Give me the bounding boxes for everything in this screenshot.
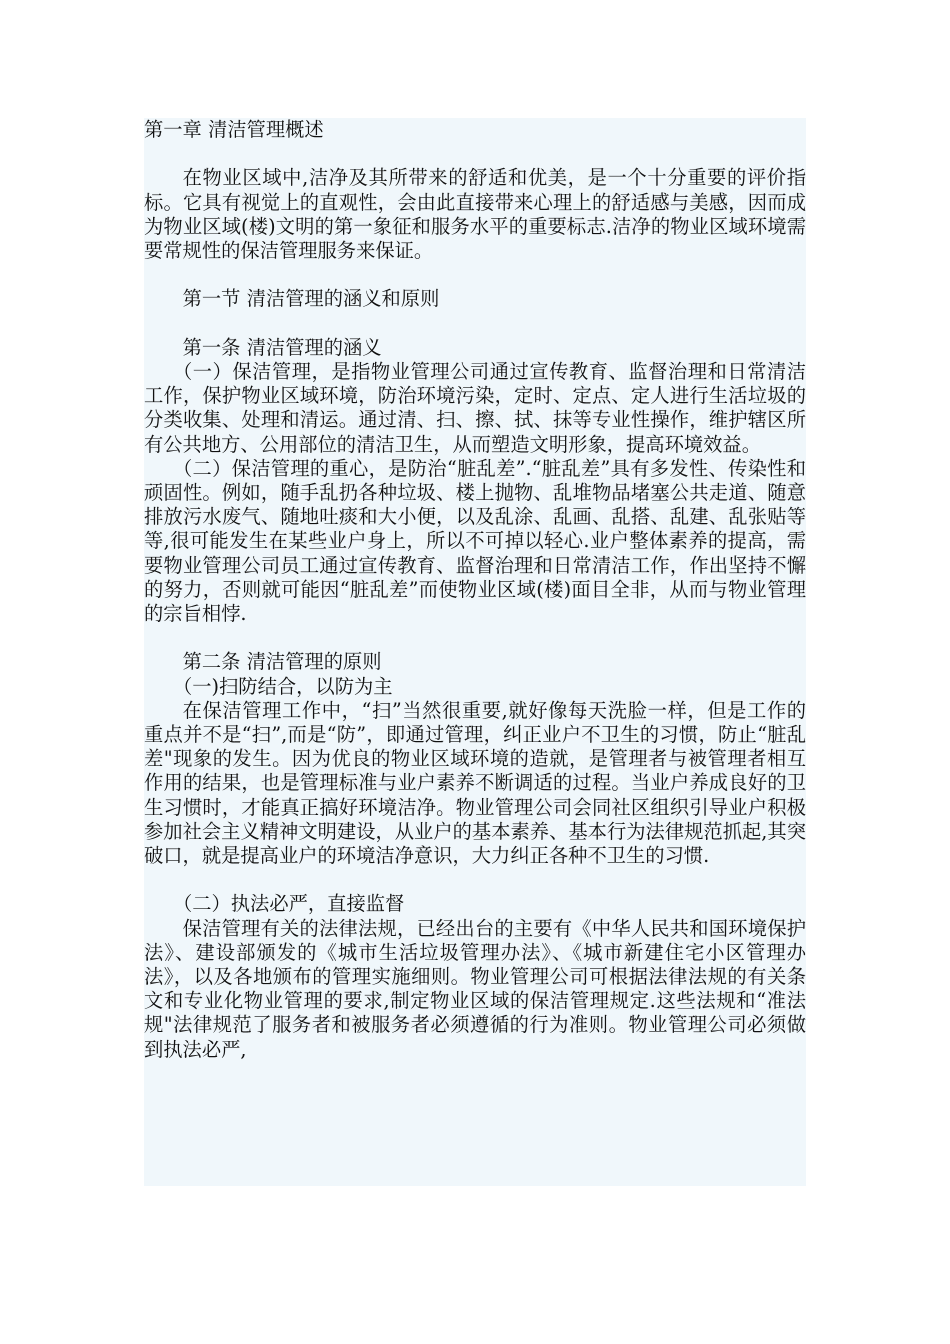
article1-paragraph-2: （二）保洁管理的重心，是防治“脏乱差”.“脏乱差”具有多发性、传染性和顽固性。例如，随手乱扔各种垃圾、楼上抛物、乱堆物品堵塞公共走道、随意排放污水废气、随地吐痰和大小便，以及乱涂、乱画、乱搭、乱建、乱张贴等等,很可能发生在某些业户身上，所以不可掉以轻心.业户整体素养的提高，需要物业管理公司员工通过宣传教育、监督治理和日常清洁工作，作出坚持不懈的努力，否则就可能因“脏乱差”而使物业区域(楼)面目全非，从而与物业管理的宗旨相悖. bbox=[144, 456, 806, 626]
article2-sub2-title: （二）执法必严，直接监督 bbox=[172, 892, 405, 916]
chapter-title: 第一章 清洁管理概述 bbox=[144, 118, 324, 141]
spacer bbox=[144, 626, 806, 650]
spacer bbox=[144, 142, 806, 166]
article2-sub1-title: （一)扫防结合，以防为主 bbox=[172, 674, 393, 698]
article2-sub1-body: 在保洁管理工作中，“扫”当然很重要,就好像每天洗脸一样，但是工作的重点并不是“扫”,而是“防”，即通过管理，纠正业户不卫生的习惯，防止“脏乱差"现象的发生。因为优良的物业区域环境的造就，是管理者与被管理者相互作用的结果，也是管理标准与业户素养不断调适的过程。当业户养成良好的卫生习惯时，才能真正搞好环境洁净。物业管理公司会同社区组织引导业户积极参加社会主义精神文明建设，从业户的基本素养、基本行为法律规范抓起,其突破口，就是提高业户的环境洁净意识，大力纠正各种不卫生的习惯. bbox=[144, 698, 806, 868]
section-title: 第一节 清洁管理的涵义和原则 bbox=[182, 287, 440, 311]
article2-sub2-body: 保洁管理有关的法律法规，已经出台的主要有《中华人民共和国环境保护法》、建设部颁发的《城市生活垃圾管理办法》、《城市新建住宅小区管理办法》，以及各地颁布的管理实施细则。物业管理公司可根据法律法规的有关条文和专业化物业管理的要求,制定物业区域的保洁管理规定.这些法规和“准法规"法律规范了服务者和被服务者必须遵循的行为准则。物业管理公司必须做到执法必严, bbox=[144, 916, 806, 1061]
document-body bbox=[144, 118, 806, 1186]
article2-title: 第二条 清洁管理的原则 bbox=[182, 650, 382, 674]
spacer bbox=[144, 868, 806, 892]
spacer bbox=[144, 263, 806, 287]
spacer bbox=[144, 312, 806, 336]
article1-paragraph-1: （一）保洁管理，是指物业管理公司通过宣传教育、监督治理和日常清洁工作，保护物业区域环境，防治环境污染，定时、定点、定人进行生活垃圾的分类收集、处理和清运。通过清、扫、擦、拭、抹等专业性操作，维护辖区所有公共地方、公用部位的清洁卫生，从而塑造文明形象，提高环境效益。 bbox=[144, 359, 806, 456]
intro-paragraph: 在物业区域中,洁净及其所带来的舒适和优美，是一个十分重要的评价指标。它具有视觉上的直观性，会由此直接带来心理上的舒适感与美感，因而成为物业区域(楼)文明的第一象征和服务水平的重要标志.洁净的物业区域环境需要常规性的保洁管理服务来保证。 bbox=[144, 166, 806, 262]
article1-title: 第一条 清洁管理的涵义 bbox=[182, 335, 382, 359]
